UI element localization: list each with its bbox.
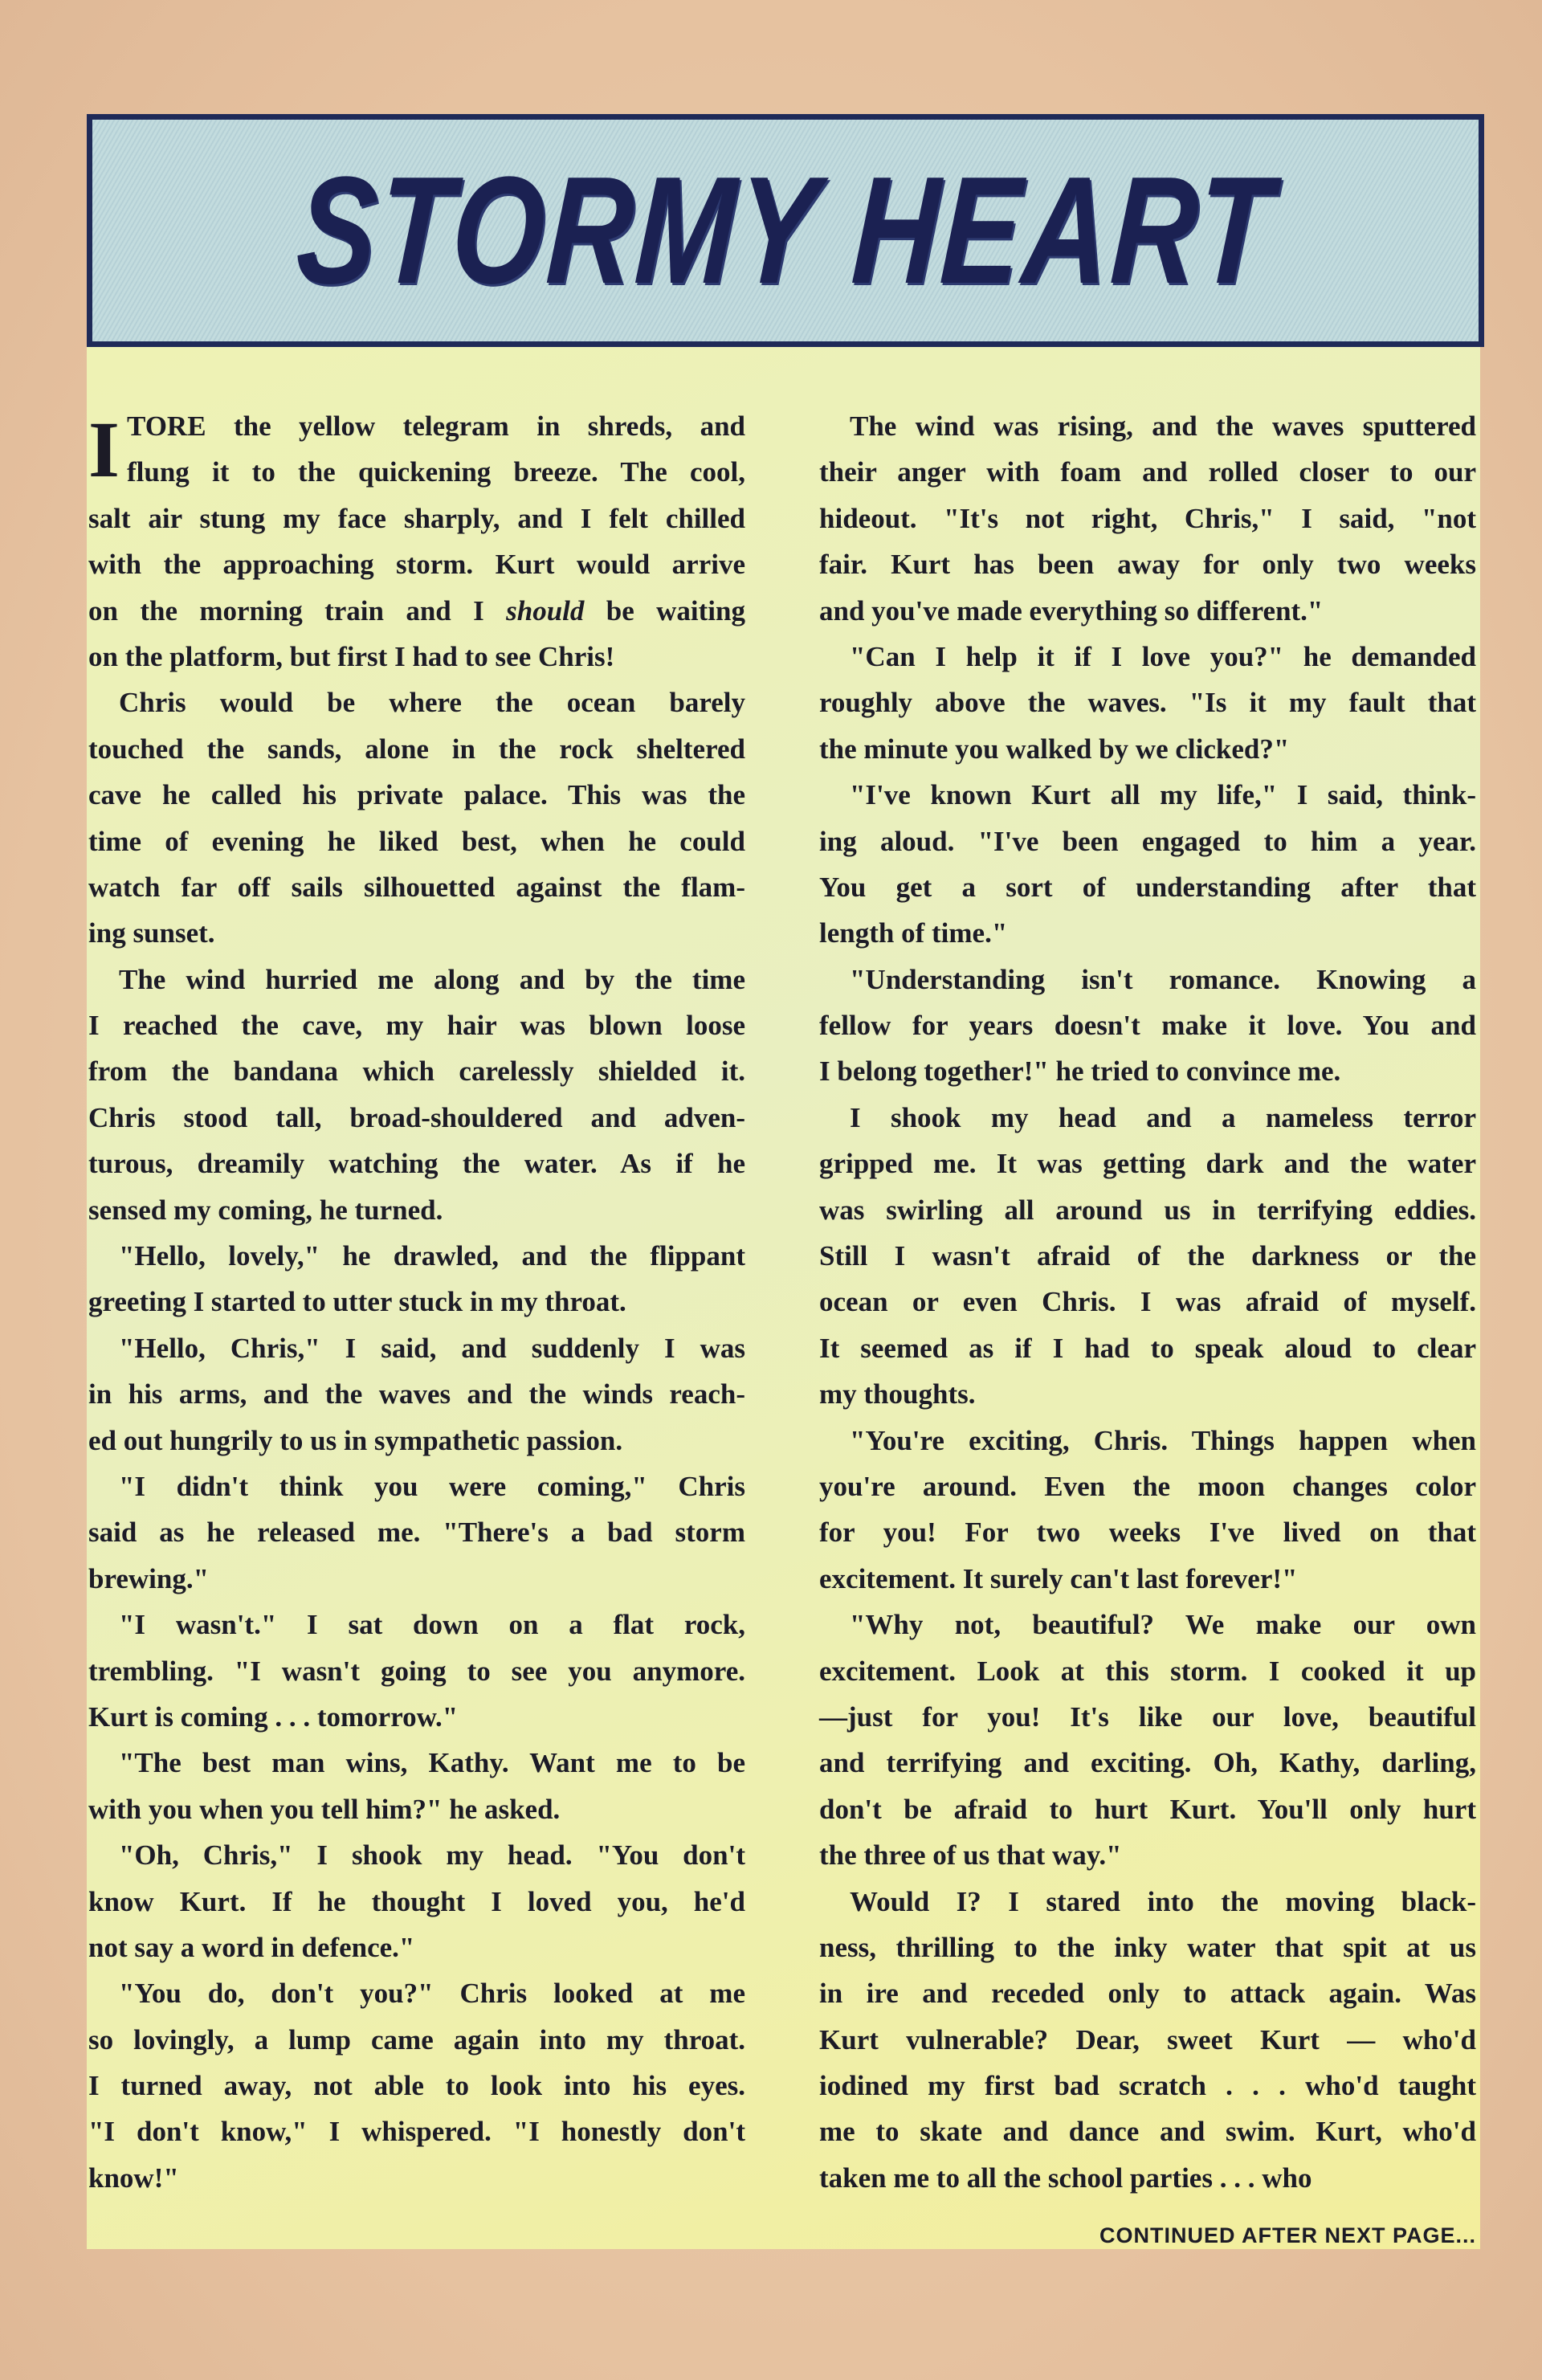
text-line: length of time.": [819, 917, 1008, 949]
paragraph: [88, 1602, 745, 1740]
text-line: was swirling all around us in terrifying eddies.: [819, 1194, 1476, 1226]
text-line: "Hello, Chris," I said, and suddenly I was: [119, 1332, 745, 1364]
text-line: sensed my coming, he turned.: [88, 1194, 443, 1226]
title-banner: [87, 114, 1484, 347]
text-line: —just for you! It's like our love, beautiful: [819, 1700, 1476, 1733]
drop-cap: I: [88, 405, 120, 494]
text-line: TORE the yellow telegram in shreds, and: [127, 410, 745, 442]
paragraph: [819, 957, 1476, 1095]
paragraph: [819, 1095, 1476, 1418]
text-line: excitement. It surely can't last forever!": [819, 1562, 1298, 1594]
text-line: "Why not, beautiful? We make our own: [850, 1609, 1476, 1641]
text-line: don't be afraid to hurt Kurt. You'll only hurt: [819, 1793, 1476, 1825]
text-line: fellow for years doesn't make it love. You and: [819, 1010, 1476, 1042]
text-line: Still I wasn't afraid of the darkness or the: [819, 1240, 1476, 1272]
paragraph: [819, 1418, 1476, 1602]
text-line: Kurt vulnerable? Dear, sweet Kurt — who'd: [819, 2023, 1476, 2055]
text-line: in ire and receded only to attack again. Was: [819, 1978, 1476, 2010]
text-line: Chris would be where the ocean barely: [119, 687, 745, 719]
text-line: greeting I started to utter stuck in my throat.: [88, 1286, 626, 1318]
text-line: roughly above the waves. "Is it my fault that: [819, 687, 1476, 719]
text-line: flung it to the quickening breeze. The cool,: [127, 456, 745, 488]
text-line: so lovingly, a lump came again into my throat.: [88, 2023, 745, 2055]
text-line: the minute you walked by we clicked?": [819, 733, 1290, 765]
paragraph: [88, 1740, 745, 1832]
text-line: Chris stood tall, broad-shouldered and adven-: [88, 1101, 745, 1133]
text-line: for you! For two weeks I've lived on that: [819, 1517, 1476, 1549]
text-line: on the platform, but first I had to see Chris!: [88, 640, 615, 672]
story-column-right: [819, 403, 1476, 2201]
text-line: "Understanding isn't romance. Knowing a: [850, 963, 1476, 995]
text-line: "I wasn't." I sat down on a flat rock,: [119, 1609, 745, 1641]
text-line: "Oh, Chris," I shook my head. "You don't: [119, 1839, 745, 1872]
text-line: fair. Kurt has been away for only two weeks: [819, 549, 1476, 581]
text-line: touched the sands, alone in the rock sheltered: [88, 733, 745, 765]
text-line: excitement. Look at this storm. I cooked it up: [819, 1655, 1476, 1687]
paragraph: [88, 1233, 745, 1325]
text-line: gripped me. It was getting dark and the water: [819, 1148, 1476, 1180]
text-line: "I didn't think you were coming," Chris: [119, 1470, 745, 1502]
text-line: ocean or even Chris. I was afraid of myself.: [819, 1286, 1476, 1318]
text-line: I reached the cave, my hair was blown loose: [88, 1010, 745, 1042]
text-line: the three of us that way.": [819, 1839, 1122, 1872]
text-line: The wind was rising, and the waves sputtered: [850, 410, 1476, 442]
text-line: you're around. Even the moon changes color: [819, 1470, 1476, 1502]
text-line: ing aloud. "I've been engaged to him a year.: [819, 825, 1476, 857]
text-line: taken me to all the school parties . . . who: [819, 2162, 1312, 2194]
paragraph: [88, 1970, 745, 2201]
text-line: The wind hurried me along and by the time: [119, 963, 745, 995]
text-line: hideout. "It's not right, Chris," I said, "not: [819, 502, 1476, 534]
paragraph: [819, 1879, 1476, 2202]
text-line: my thoughts.: [819, 1378, 976, 1410]
text-line: cave he called his private palace. This was the: [88, 779, 745, 811]
paragraph: [88, 957, 745, 1233]
text-line: "Hello, lovely," he drawled, and the flippant: [119, 1240, 745, 1272]
text-line: salt air stung my face sharply, and I felt chilled: [88, 502, 745, 534]
text-line: "You're exciting, Chris. Things happen when: [850, 1424, 1476, 1456]
text-line: You get a sort of understanding after that: [819, 871, 1476, 903]
text-line: know Kurt. If he thought I loved you, he'd: [88, 1885, 745, 1917]
text-line: said as he released me. "There's a bad storm: [88, 1517, 745, 1549]
text-line: I shook my head and a nameless terror: [850, 1101, 1476, 1133]
story-title: STORMY HEART: [292, 145, 1279, 316]
paragraph: [819, 772, 1476, 957]
text-line: not say a word in defence.": [88, 1931, 415, 1963]
text-line: "I've known Kurt all my life," I said, think-: [850, 779, 1476, 811]
text-line: and you've made everything so different.": [819, 594, 1324, 627]
text-line: I belong together!" he tried to convince me.: [819, 1055, 1341, 1088]
text-line: brewing.": [88, 1562, 210, 1594]
text-line: from the bandana which carelessly shielded it.: [88, 1055, 745, 1088]
text-line: trembling. "I wasn't going to see you anymore.: [88, 1655, 745, 1687]
text-line: with you when you tell him?" he asked.: [88, 1793, 561, 1825]
text-line: watch far off sails silhouetted against the flam-: [88, 871, 745, 903]
text-line: I turned away, not able to look into his eyes.: [88, 2070, 745, 2102]
text-line: iodined my first bad scratch . . . who'd taught: [819, 2070, 1476, 2102]
text-line: "Can I help it if I love you?" he demanded: [850, 640, 1476, 672]
paragraph: [88, 680, 745, 956]
text-line: "I don't know," I whispered. "I honestly don't: [88, 2116, 745, 2148]
story-column-left: [88, 403, 745, 2201]
paragraph: [88, 403, 745, 680]
text-line: It seemed as if I had to speak aloud to clear: [819, 1332, 1476, 1364]
text-line: Kurt is coming . . . tomorrow.": [88, 1700, 459, 1733]
text-line: me to skate and dance and swim. Kurt, who'd: [819, 2116, 1476, 2148]
text-line: know!": [88, 2162, 179, 2194]
paragraph: [819, 403, 1476, 634]
text-line: "You do, don't you?" Chris looked at me: [119, 1978, 745, 2010]
text-line: ing sunset.: [88, 917, 215, 949]
text-line: Would I? I stared into the moving black-: [850, 1885, 1476, 1917]
text-line: ed out hungrily to us in sympathetic passion.: [88, 1424, 623, 1456]
text-line: ness, thrilling to the inky water that spit at us: [819, 1931, 1476, 1963]
paragraph: [819, 634, 1476, 772]
paragraph: [819, 1602, 1476, 1878]
continued-note: CONTINUED AFTER NEXT PAGE...: [1099, 2223, 1476, 2247]
text-line: time of evening he liked best, when he could: [88, 825, 745, 857]
text-line: on the morning train and I should be waiting: [88, 594, 745, 627]
text-line: with the approaching storm. Kurt would arrive: [88, 549, 745, 581]
text-line: turous, dreamily watching the water. As if he: [88, 1148, 745, 1180]
paragraph: [88, 1325, 745, 1464]
text-line: in his arms, and the waves and the winds reach-: [88, 1378, 745, 1410]
text-line: "The best man wins, Kathy. Want me to be: [119, 1747, 745, 1779]
emphasis: should: [506, 594, 585, 627]
paragraph: [88, 1832, 745, 1970]
text-line: their anger with foam and rolled closer to our: [819, 456, 1476, 488]
paragraph: [88, 1464, 745, 1602]
text-line: and terrifying and exciting. Oh, Kathy, darling,: [819, 1747, 1476, 1779]
